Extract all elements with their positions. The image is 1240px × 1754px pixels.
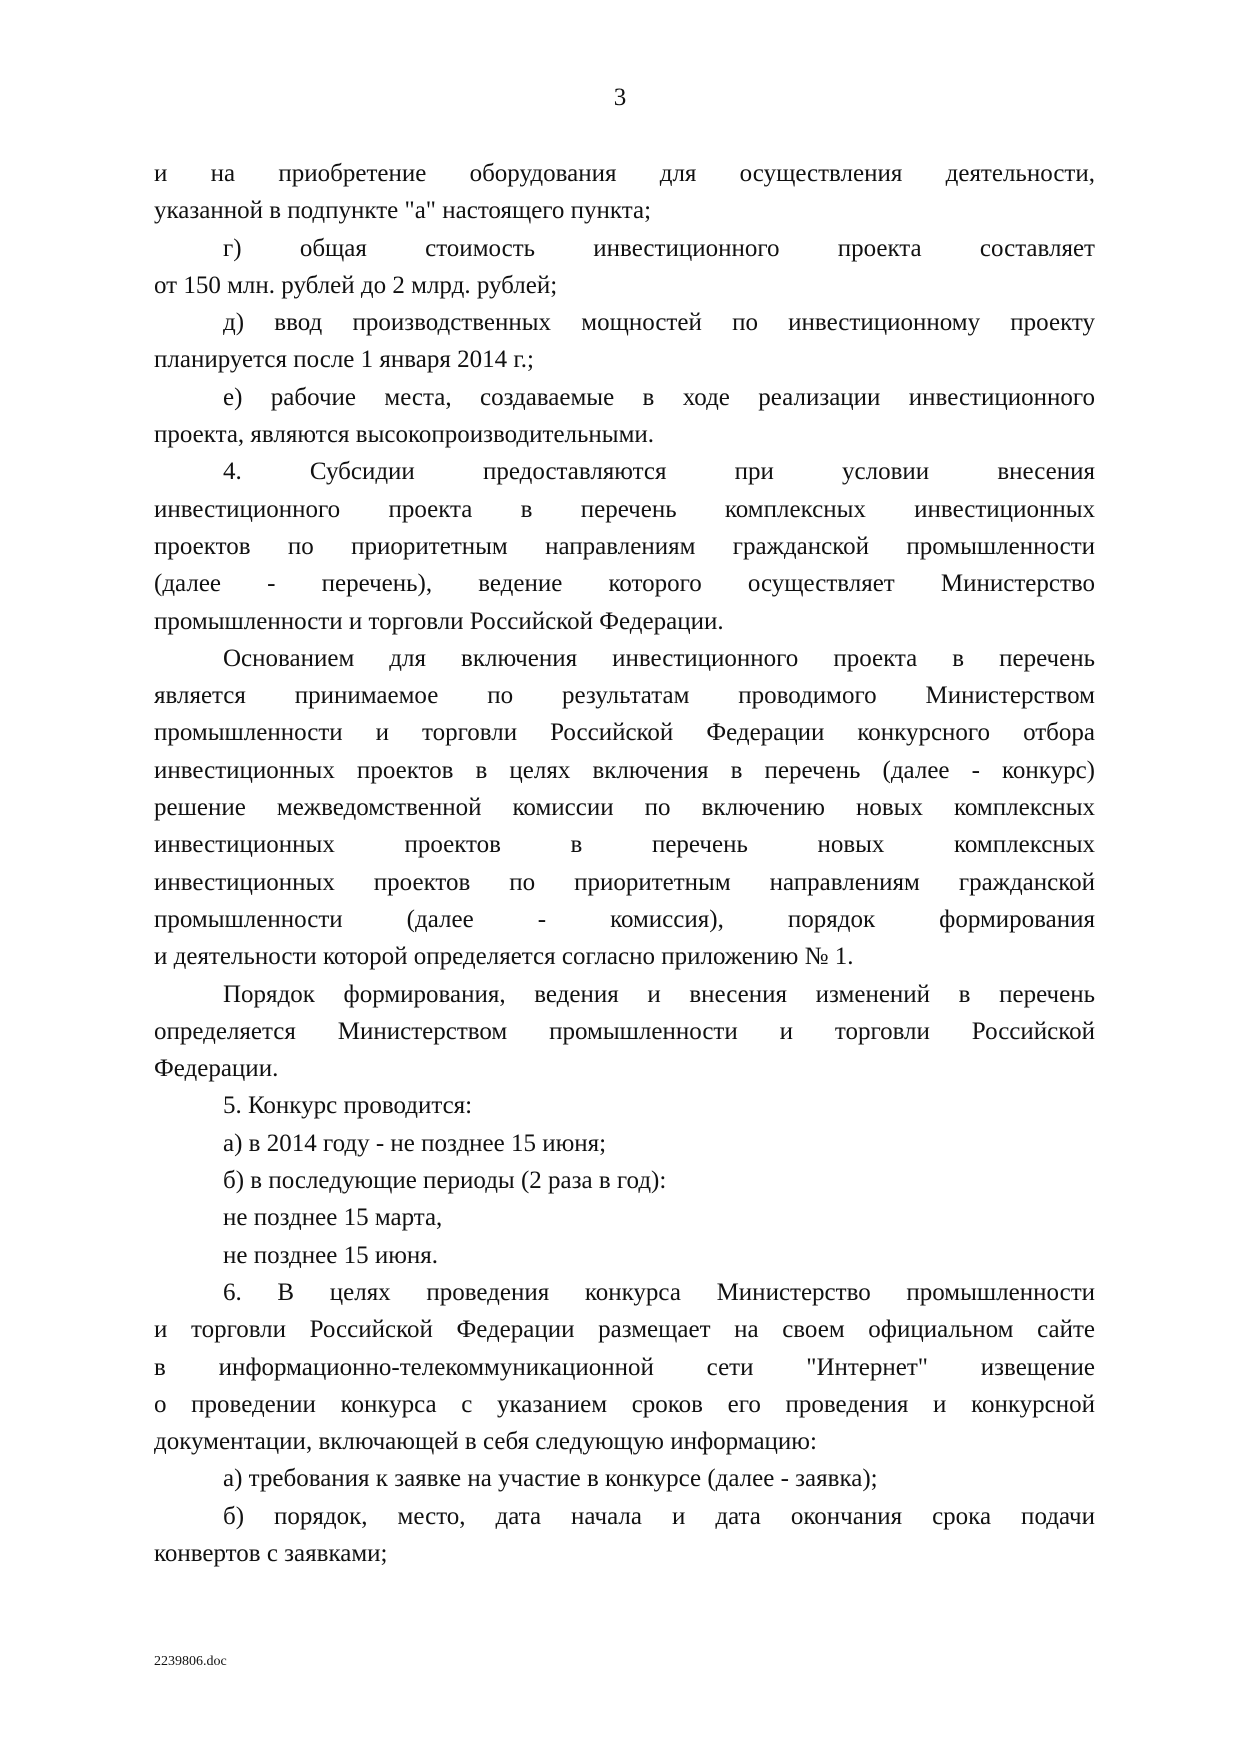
- text-line: 5. Конкурс проводится:: [223, 1092, 473, 1120]
- text-line: 6. В целях проведения конкурса Министерство промышленности: [223, 1278, 1095, 1306]
- text-line: Федерации.: [154, 1055, 279, 1083]
- text-line: 4. Субсидии предоставляются при условии внесения: [223, 458, 1095, 486]
- text-line: Основанием для включения инвестиционного проекта в перечень: [223, 644, 1095, 672]
- text-line: а) в 2014 году - не позднее 15 июня;: [223, 1129, 607, 1157]
- text-line: инвестиционных проектов по приоритетным направлениям гражданской: [154, 868, 1095, 896]
- text-line: указанной в подпункте "а" настоящего пункта;: [154, 197, 652, 225]
- text-line: и на приобретение оборудования для осуществления деятельности,: [154, 160, 1095, 187]
- text-line: д) ввод производственных мощностей по инвестиционному проекту: [223, 309, 1095, 337]
- text-line: от 150 млн. рублей до 2 млрд. рублей;: [154, 271, 558, 299]
- text-line: (далее - перечень), ведение которого осуществляет Министерство: [154, 570, 1095, 598]
- text-line: инвестиционных проектов в целях включения в перечень (далее - конкурс): [154, 756, 1095, 784]
- text-line: документации, включающей в себя следующую информацию:: [154, 1428, 817, 1456]
- text-line: промышленности и торговли Российской Федерации конкурсного отбора: [154, 719, 1095, 747]
- text-line: решение межведомственной комиссии по включению новых комплексных: [154, 794, 1095, 822]
- text-line: б) в последующие периоды (2 раза в год):: [223, 1167, 667, 1195]
- text-line: инвестиционных проектов в перечень новых комплексных: [154, 831, 1095, 859]
- text-line: не позднее 15 июня.: [223, 1241, 439, 1269]
- text-line: промышленности (далее - комиссия), порядок формирования: [154, 905, 1095, 933]
- page-number: 3: [613, 84, 627, 111]
- text-line: промышленности и торговли Российской Федерации.: [154, 607, 724, 635]
- text-line: а) требования к заявке на участие в конкурсе (далее - заявка);: [223, 1465, 878, 1493]
- text-line: г) общая стоимость инвестиционного проекта составляет: [223, 234, 1095, 262]
- text-line: и торговли Российской Федерации размещает на своем официальном сайте: [154, 1316, 1095, 1344]
- document-body: [154, 155, 1095, 1572]
- text-line: о проведении конкурса с указанием сроков его проведения и конкурсной: [154, 1390, 1095, 1418]
- text-line: Порядок формирования, ведения и внесения изменений в перечень: [223, 980, 1095, 1008]
- text-line: проекта, являются высокопроизводительными.: [154, 421, 655, 449]
- text-line: инвестиционного проекта в перечень комплексных инвестиционных: [154, 495, 1095, 523]
- text-line: определяется Министерством промышленности и торговли Российской: [154, 1017, 1095, 1045]
- text-line: является принимаемое по результатам проводимого Министерством: [154, 682, 1095, 710]
- text-line: конвертов с заявками;: [154, 1539, 388, 1567]
- text-line: проектов по приоритетным направлениям гражданской промышленности: [154, 532, 1095, 560]
- text-line: б) порядок, место, дата начала и дата окончания срока подачи: [223, 1502, 1095, 1530]
- text-line: е) рабочие места, создаваемые в ходе реализации инвестиционного: [223, 383, 1095, 411]
- footer-filename: 2239806.doc: [154, 1654, 227, 1669]
- text-line: и деятельности которой определяется согласно приложению № 1.: [154, 943, 854, 971]
- text-line: планируется после 1 января 2014 г.;: [154, 346, 534, 374]
- text-line: в информационно-телекоммуникационной сети "Интернет" извещение: [154, 1353, 1095, 1381]
- text-line: не позднее 15 марта,: [223, 1204, 443, 1232]
